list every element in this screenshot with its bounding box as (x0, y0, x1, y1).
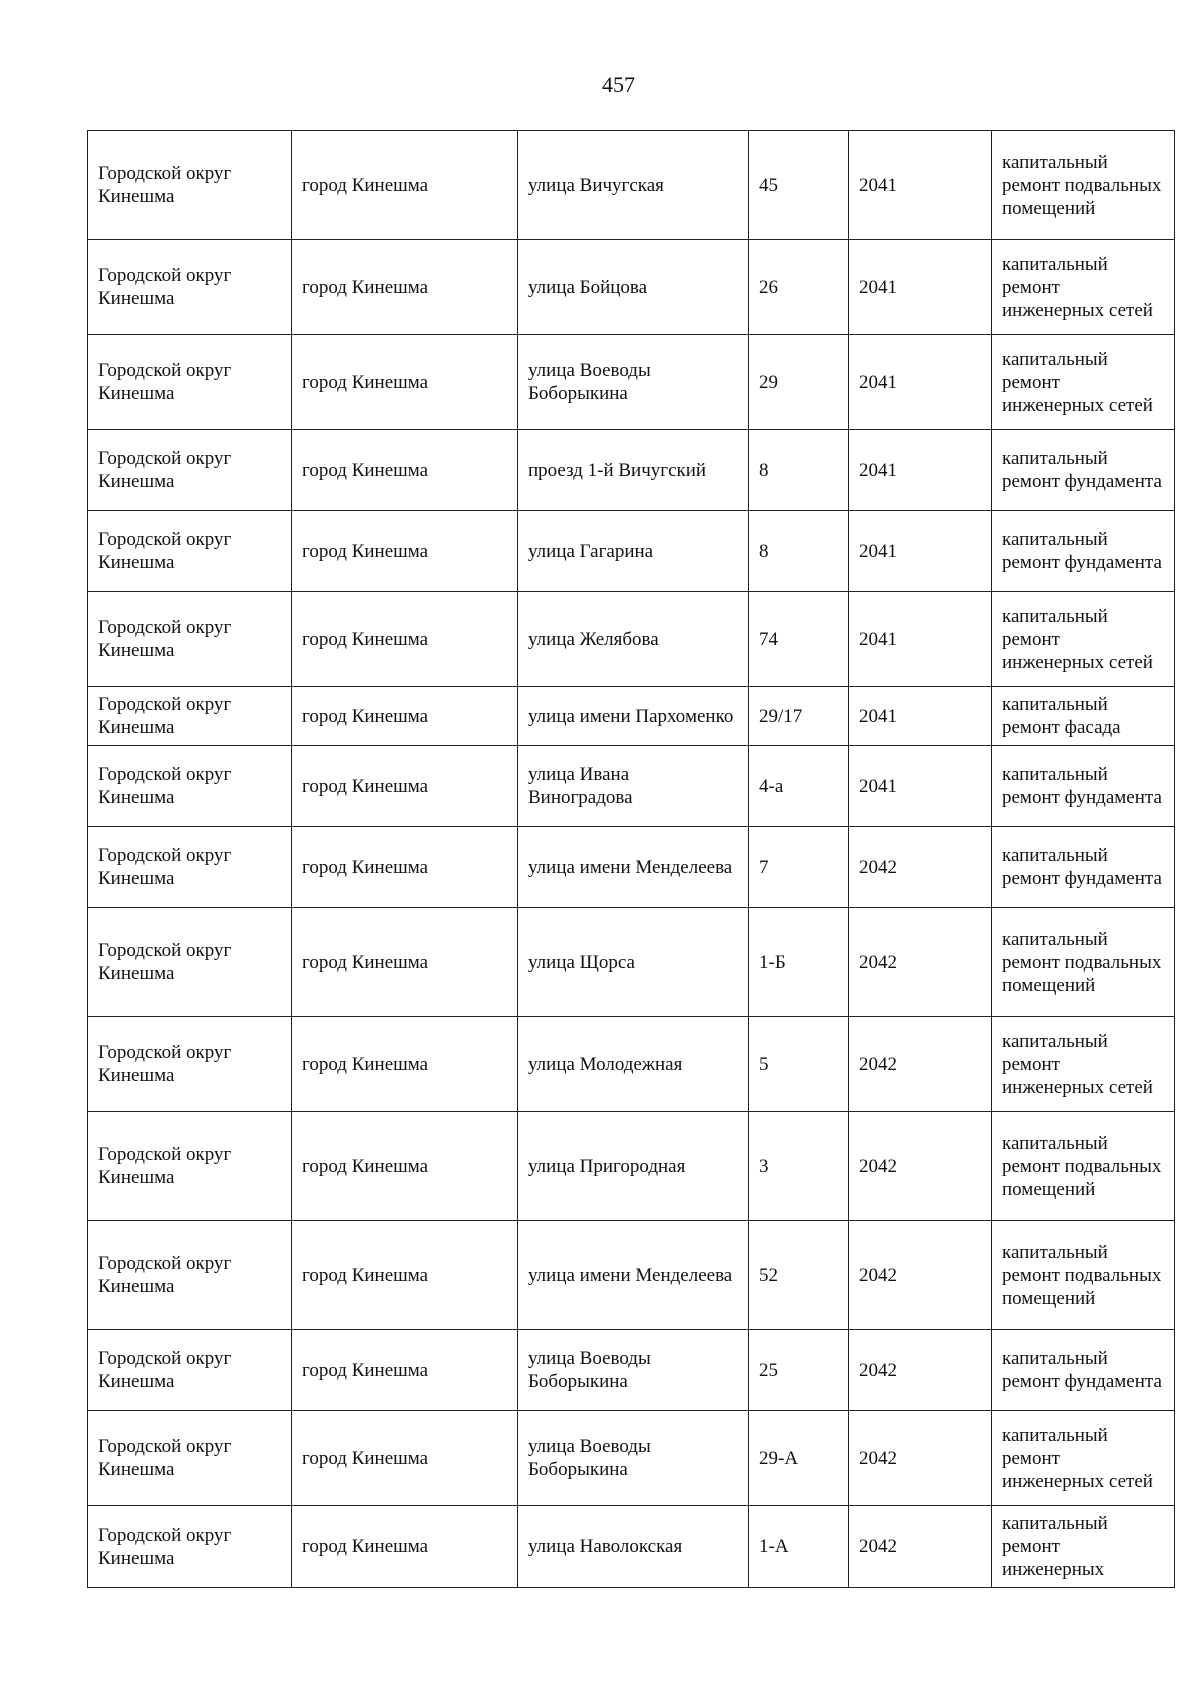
street-cell: проезд 1-й Вичугский (518, 430, 749, 511)
street-cell: улица Ивана Виноградова (518, 746, 749, 827)
repair-schedule-table (87, 130, 1175, 1588)
street-cell: улица Наволокская (518, 1506, 749, 1588)
year-cell: 2042 (849, 1112, 992, 1221)
year-cell: 2041 (849, 240, 992, 335)
house-number-cell: 1-А (749, 1506, 849, 1588)
table-row (88, 131, 1175, 240)
house-number-cell: 52 (749, 1221, 849, 1330)
work-type-cell: капитальный ремонт инженерных сетей (992, 592, 1175, 687)
work-type-cell: капитальный ремонт фундамента (992, 827, 1175, 908)
street-cell: улица Вичугская (518, 131, 749, 240)
locality-cell: город Кинешма (292, 746, 518, 827)
locality-cell: город Кинешма (292, 592, 518, 687)
house-number-cell: 25 (749, 1330, 849, 1411)
house-number-cell: 45 (749, 131, 849, 240)
year-cell: 2042 (849, 908, 992, 1017)
street-cell: улица Молодежная (518, 1017, 749, 1112)
house-number-cell: 5 (749, 1017, 849, 1112)
year-cell: 2041 (849, 687, 992, 746)
work-type-cell: капитальный ремонт подвальных помещений (992, 908, 1175, 1017)
year-cell: 2042 (849, 1506, 992, 1588)
work-type-cell: капитальный ремонт подвальных помещений (992, 1112, 1175, 1221)
work-type-cell: капитальный ремонт фундамента (992, 1330, 1175, 1411)
district-cell: Городской округ Кинешма (88, 592, 292, 687)
year-cell: 2041 (849, 746, 992, 827)
house-number-cell: 7 (749, 827, 849, 908)
street-cell: улица Воеводы Боборыкина (518, 335, 749, 430)
work-type-cell: капитальный ремонт подвальных помещений (992, 131, 1175, 240)
district-cell: Городской округ Кинешма (88, 430, 292, 511)
work-type-cell: капитальный ремонт инженерных сетей (992, 240, 1175, 335)
year-cell: 2042 (849, 1017, 992, 1112)
street-cell: улица Воеводы Боборыкина (518, 1330, 749, 1411)
table-row (88, 1112, 1175, 1221)
district-cell: Городской округ Кинешма (88, 240, 292, 335)
locality-cell: город Кинешма (292, 1330, 518, 1411)
house-number-cell: 8 (749, 430, 849, 511)
year-cell: 2042 (849, 1221, 992, 1330)
table-row (88, 908, 1175, 1017)
district-cell: Городской округ Кинешма (88, 1330, 292, 1411)
district-cell: Городской округ Кинешма (88, 1112, 292, 1221)
locality-cell: город Кинешма (292, 511, 518, 592)
table-row (88, 430, 1175, 511)
locality-cell: город Кинешма (292, 687, 518, 746)
table-row (88, 1017, 1175, 1112)
table-row (88, 1330, 1175, 1411)
year-cell: 2042 (849, 827, 992, 908)
district-cell: Городской округ Кинешма (88, 1017, 292, 1112)
year-cell: 2041 (849, 511, 992, 592)
street-cell: улица имени Пархоменко (518, 687, 749, 746)
year-cell: 2041 (849, 335, 992, 430)
table-row (88, 1506, 1175, 1588)
work-type-cell: капитальный ремонт инженерных сетей (992, 335, 1175, 430)
street-cell: улица имени Менделеева (518, 1221, 749, 1330)
house-number-cell: 1-Б (749, 908, 849, 1017)
street-cell: улица имени Менделеева (518, 827, 749, 908)
table-body (88, 131, 1175, 1588)
table-row (88, 335, 1175, 430)
district-cell: Городской округ Кинешма (88, 131, 292, 240)
district-cell: Городской округ Кинешма (88, 687, 292, 746)
district-cell: Городской округ Кинешма (88, 1411, 292, 1506)
locality-cell: город Кинешма (292, 1112, 518, 1221)
house-number-cell: 29/17 (749, 687, 849, 746)
work-type-cell: капитальный ремонт инженерных (992, 1506, 1175, 1588)
house-number-cell: 4-а (749, 746, 849, 827)
table-row (88, 746, 1175, 827)
table-row (88, 511, 1175, 592)
year-cell: 2041 (849, 131, 992, 240)
district-cell: Городской округ Кинешма (88, 908, 292, 1017)
table-row (88, 1411, 1175, 1506)
district-cell: Городской округ Кинешма (88, 511, 292, 592)
year-cell: 2041 (849, 592, 992, 687)
street-cell: улица Бойцова (518, 240, 749, 335)
locality-cell: город Кинешма (292, 1506, 518, 1588)
work-type-cell: капитальный ремонт фундамента (992, 430, 1175, 511)
work-type-cell: капитальный ремонт фасада (992, 687, 1175, 746)
district-cell: Городской округ Кинешма (88, 827, 292, 908)
district-cell: Городской округ Кинешма (88, 1221, 292, 1330)
table-row (88, 827, 1175, 908)
street-cell: улица Гагарина (518, 511, 749, 592)
house-number-cell: 8 (749, 511, 849, 592)
table-row (88, 1221, 1175, 1330)
locality-cell: город Кинешма (292, 335, 518, 430)
work-type-cell: капитальный ремонт подвальных помещений (992, 1221, 1175, 1330)
locality-cell: город Кинешма (292, 827, 518, 908)
year-cell: 2042 (849, 1330, 992, 1411)
year-cell: 2041 (849, 430, 992, 511)
house-number-cell: 3 (749, 1112, 849, 1221)
street-cell: улица Желябова (518, 592, 749, 687)
work-type-cell: капитальный ремонт инженерных сетей (992, 1411, 1175, 1506)
locality-cell: город Кинешма (292, 430, 518, 511)
house-number-cell: 74 (749, 592, 849, 687)
house-number-cell: 29-А (749, 1411, 849, 1506)
work-type-cell: капитальный ремонт фундамента (992, 746, 1175, 827)
work-type-cell: капитальный ремонт фундамента (992, 511, 1175, 592)
table-row (88, 687, 1175, 746)
street-cell: улица Воеводы Боборыкина (518, 1411, 749, 1506)
street-cell: улица Пригородная (518, 1112, 749, 1221)
locality-cell: город Кинешма (292, 240, 518, 335)
house-number-cell: 29 (749, 335, 849, 430)
locality-cell: город Кинешма (292, 908, 518, 1017)
locality-cell: город Кинешма (292, 1411, 518, 1506)
house-number-cell: 26 (749, 240, 849, 335)
district-cell: Городской округ Кинешма (88, 746, 292, 827)
work-type-cell: капитальный ремонт инженерных сетей (992, 1017, 1175, 1112)
locality-cell: город Кинешма (292, 1221, 518, 1330)
street-cell: улица Щорса (518, 908, 749, 1017)
page-number: 457 (602, 72, 635, 97)
locality-cell: город Кинешма (292, 1017, 518, 1112)
year-cell: 2042 (849, 1411, 992, 1506)
table-row (88, 240, 1175, 335)
locality-cell: город Кинешма (292, 131, 518, 240)
table-row (88, 592, 1175, 687)
district-cell: Городской округ Кинешма (88, 1506, 292, 1588)
district-cell: Городской округ Кинешма (88, 335, 292, 430)
